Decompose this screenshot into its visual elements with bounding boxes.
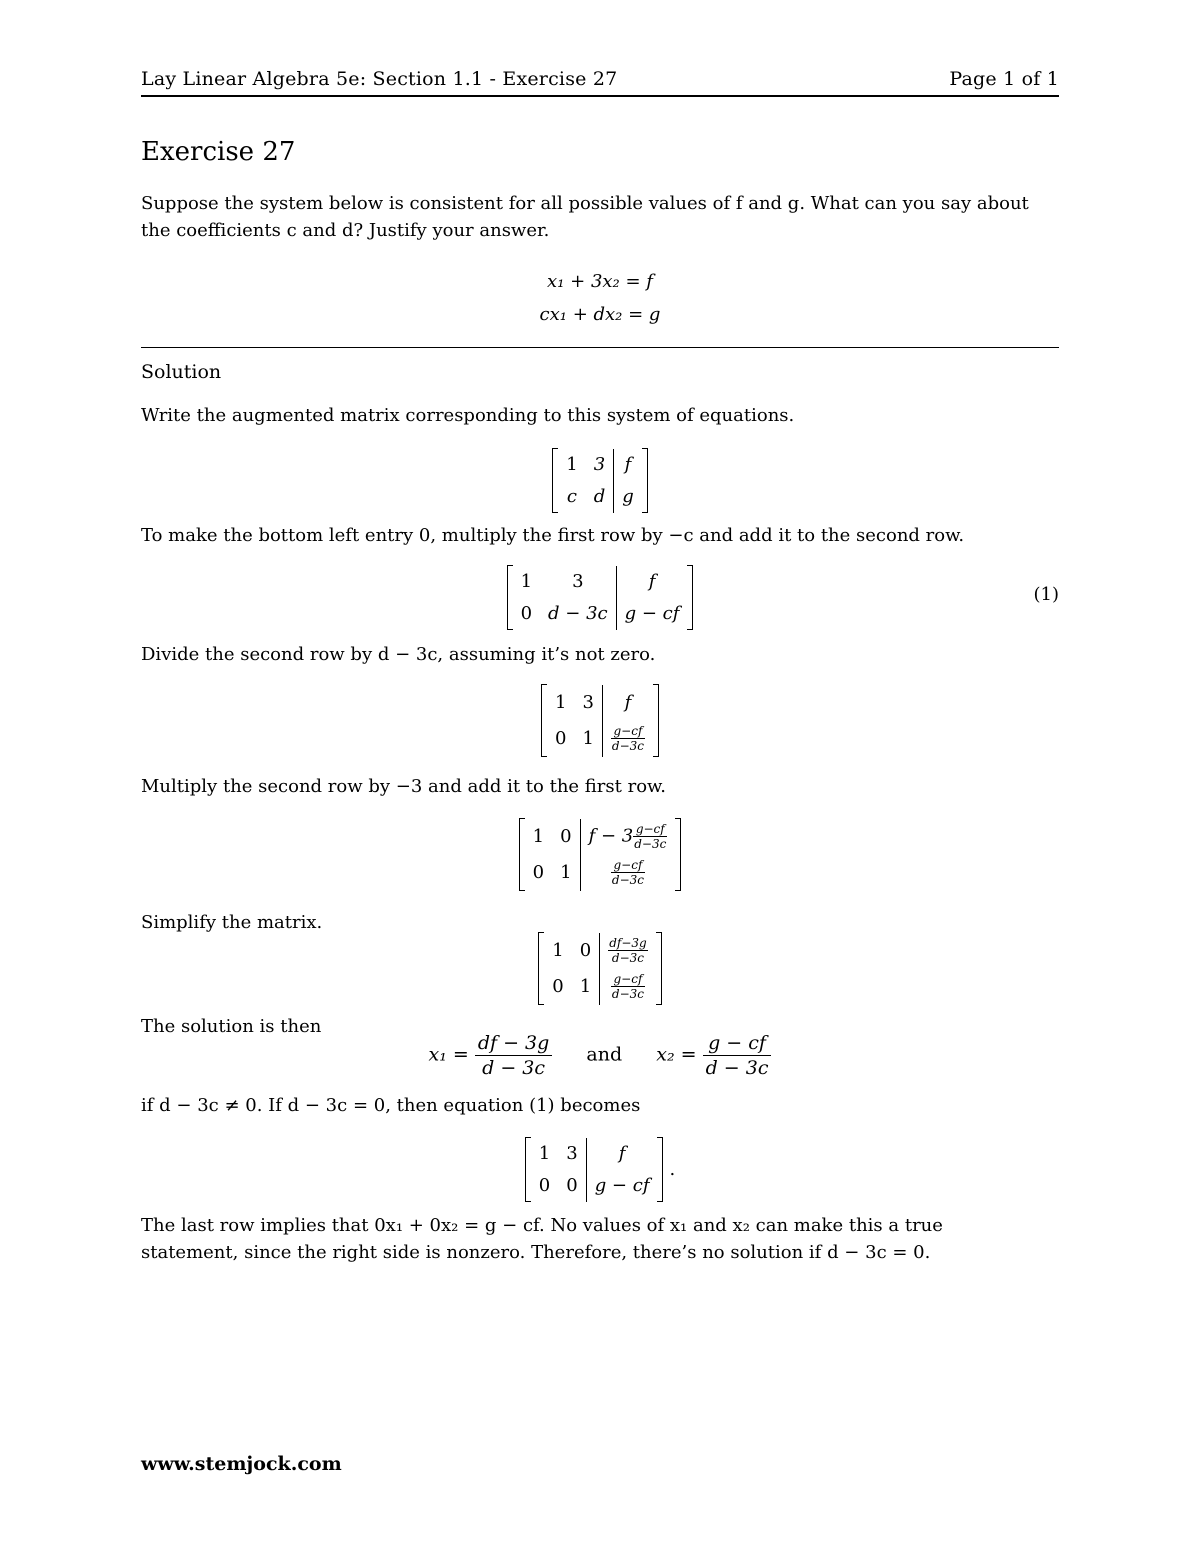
header-title: Lay Linear Algebra 5e: Section 1.1 - Exercise 27 xyxy=(141,68,618,90)
m5-cell: 0 xyxy=(552,976,564,997)
m2-cell: 1 xyxy=(520,571,533,592)
matrix-6-period: . xyxy=(669,1159,676,1180)
problem-line-1: Suppose the system below is consistent for all possible values of f and g. What can you say about xyxy=(141,193,1029,214)
solution-heading: Solution xyxy=(141,361,222,383)
m5-cell: 1 xyxy=(579,976,592,997)
fraction: $\frac{g-cf}{d-3c}$ xyxy=(611,972,644,1001)
augmented-matrix-1 xyxy=(552,448,648,513)
matrix-1-wrap xyxy=(141,448,1059,517)
m3-cell: f xyxy=(624,692,632,713)
m4-cell: 1 xyxy=(560,862,572,883)
matrix-6-wrap xyxy=(141,1137,1059,1202)
m3-cell: 1 xyxy=(555,692,567,713)
m1-cell: c xyxy=(566,486,577,507)
m5-fraction-cell xyxy=(600,969,656,1005)
conclusion-text xyxy=(141,1212,1059,1266)
augmented-matrix-3 xyxy=(541,684,659,757)
augmented-matrix-6 xyxy=(525,1137,675,1202)
m4-fraction-cell xyxy=(581,819,676,855)
m2-cell: g − cf xyxy=(624,603,680,624)
step-3-text: Divide the second row by d − 3c, assuming it’s not zero. xyxy=(141,644,656,665)
m1-cell: f xyxy=(624,454,632,475)
header-rule xyxy=(141,95,1059,97)
page-header xyxy=(141,68,1059,96)
m3-fraction-cell xyxy=(603,721,653,757)
augmented-matrix-4 xyxy=(519,818,682,891)
step-7-text: if d − 3c ≠ 0. If d − 3c = 0, then equation (1) becomes xyxy=(141,1095,641,1116)
m1-cell: 1 xyxy=(566,454,578,475)
augmented-matrix-2 xyxy=(507,565,694,630)
m5-fraction-cell xyxy=(600,933,656,969)
matrix-4-wrap xyxy=(141,818,1059,895)
step-1-text: Write the augmented matrix corresponding to this system of equations. xyxy=(141,405,795,426)
m4-cell: 0 xyxy=(560,826,572,847)
m2-cell: 3 xyxy=(572,571,584,592)
problem-line-2: the coefficients c and d? Justify your answer. xyxy=(141,220,550,241)
fraction: $\frac{df-3g}{d-3c}$ xyxy=(609,936,647,965)
m2-cell: f xyxy=(648,571,656,592)
matrix-2-wrap xyxy=(141,565,1059,634)
fraction: $\frac{g-cf}{d-3c}$ xyxy=(634,822,667,851)
m4-cell: 0 xyxy=(532,862,545,883)
m3-cell: 0 xyxy=(555,728,567,749)
x2-label: x₂ = xyxy=(656,1043,697,1066)
m1-cell: d xyxy=(593,486,606,507)
and-text: and xyxy=(586,1043,623,1066)
conclusion-line-1: The last row implies that 0x₁ + 0x₂ = g − cf. No values of x₁ and x₂ can make this a true xyxy=(141,1215,943,1236)
step-2-text: To make the bottom left entry 0, multiply the first row by −c and add it to the second row. xyxy=(141,525,965,546)
m6-cell: f xyxy=(618,1143,626,1164)
m4-cell: f − 3 xyxy=(588,825,634,847)
step-5-text: Simplify the matrix. xyxy=(141,912,323,933)
m6-cell: 3 xyxy=(566,1143,578,1164)
m4-fraction-cell xyxy=(581,855,676,891)
equation-1: x₁ + 3x₂ = f xyxy=(547,271,653,292)
x2-fraction: $\frac{g - cf}{d - 3c}$ xyxy=(703,1031,772,1080)
m1-cell: 3 xyxy=(593,454,606,475)
x1-fraction: $\frac{df - 3g}{d - 3c}$ xyxy=(475,1031,552,1080)
m6-cell: 1 xyxy=(538,1143,551,1164)
m1-cell: g xyxy=(622,486,634,507)
fraction: $\frac{g-cf}{d-3c}$ xyxy=(611,858,644,887)
m5-cell: 0 xyxy=(579,940,592,961)
m3-cell: 3 xyxy=(582,692,594,713)
matrix-3-wrap xyxy=(141,684,1059,761)
m6-cell: 0 xyxy=(566,1175,578,1196)
equation-number: (1) xyxy=(1033,584,1059,605)
m6-cell: g − cf xyxy=(594,1175,650,1196)
fraction: $\frac{g-cf}{d-3c}$ xyxy=(611,724,644,753)
m2-cell: d − 3c xyxy=(548,603,608,624)
conclusion-line-2: statement, since the right side is nonzero. Therefore, there’s no solution if d − 3c = 0. xyxy=(141,1242,931,1263)
m4-cell: 1 xyxy=(532,826,545,847)
solution-formulas xyxy=(141,1031,1059,1080)
page-number: Page 1 of 1 xyxy=(949,68,1059,90)
m2-cell: 0 xyxy=(520,603,533,624)
x1-label: x₁ = xyxy=(428,1043,469,1066)
section-divider xyxy=(141,347,1059,348)
m3-cell: 1 xyxy=(582,728,594,749)
augmented-matrix-5 xyxy=(538,932,661,1005)
step-6-text: The solution is then xyxy=(141,1016,322,1037)
matrix-5-wrap xyxy=(141,932,1059,1009)
m5-cell: 1 xyxy=(552,940,564,961)
step-4-text: Multiply the second row by −3 and add it to the first row. xyxy=(141,776,667,797)
m6-cell: 0 xyxy=(538,1175,551,1196)
exercise-title: Exercise 27 xyxy=(141,137,296,167)
footer-url: www.stemjock.com xyxy=(141,1453,342,1475)
equation-2: cx₁ + dx₂ = g xyxy=(539,304,661,325)
problem-statement xyxy=(141,190,1059,244)
equation-system xyxy=(141,265,1059,331)
